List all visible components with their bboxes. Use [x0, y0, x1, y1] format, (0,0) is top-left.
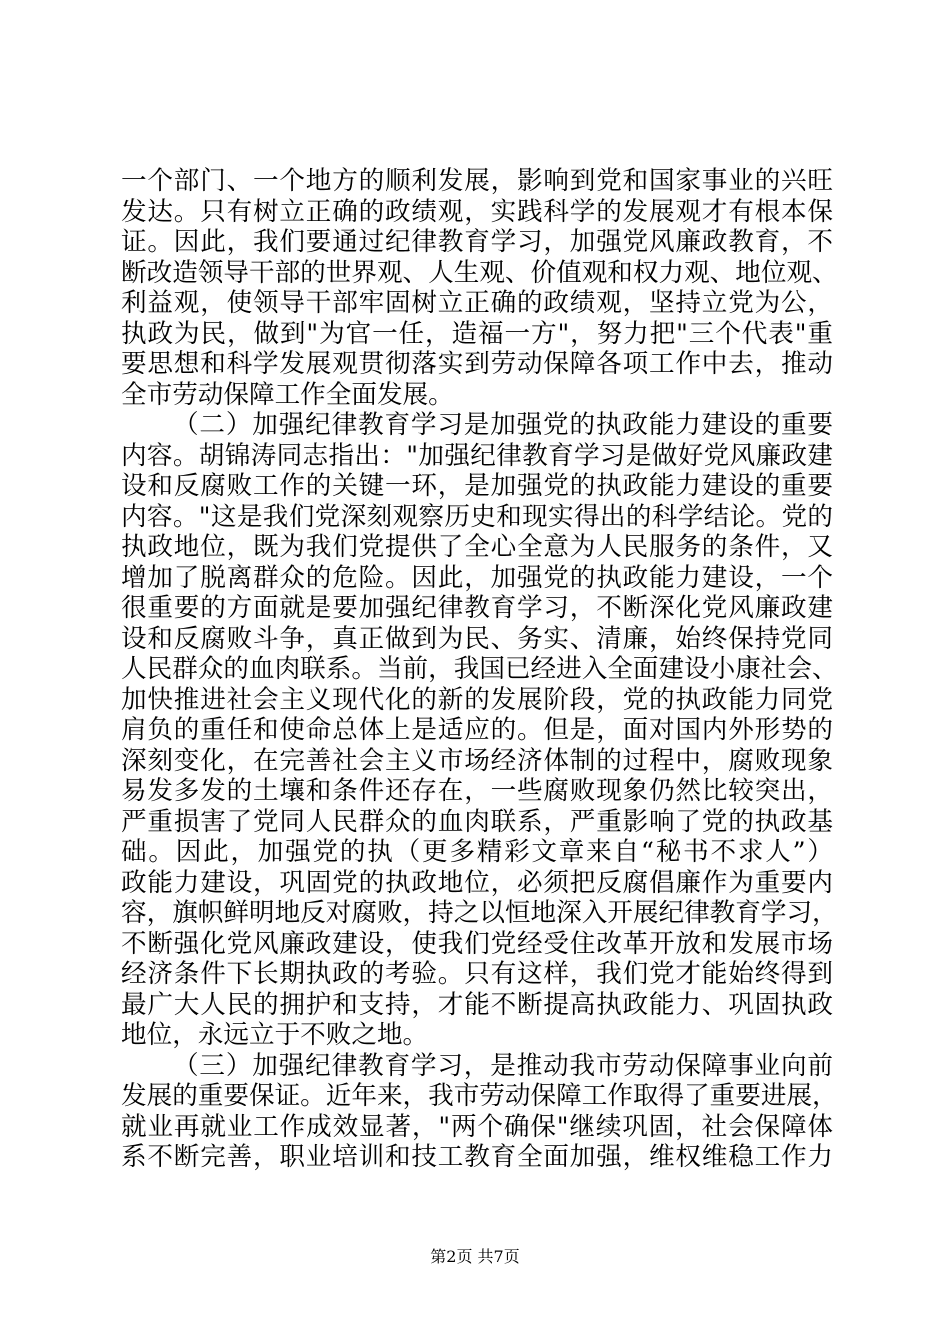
text-line: 经济条件下长期执政的考验。只有这样，我们党才能始终得到	[121, 959, 833, 989]
text-line: 深刻变化，在完善社会主义市场经济体制的过程中，腐败现象	[121, 745, 833, 776]
text-line: 很重要的方面就是要加强纪律教育学习，不断深化党风廉政建	[121, 593, 833, 623]
text-line: 设和反腐败斗争，真正做到为民、务实、清廉，始终保持党同	[121, 623, 833, 654]
paragraph-heading-line: （三）加强纪律教育学习，是推动我市劳动保障事业向前	[173, 1050, 833, 1081]
text-line: 发展的重要保证。近年来，我市劳动保障工作取得了重要进展，	[121, 1081, 838, 1111]
text-line: 地位，永远立于不败之地。	[121, 1020, 429, 1050]
text-line: 断改造领导干部的世界观、人生观、价值观和权力观、地位观、	[121, 257, 838, 288]
text-line: 严重损害了党同人民群众的血肉联系，严重影响了党的执政基	[121, 806, 833, 837]
text-line: 增加了脱离群众的危险。因此，加强党的执政能力建设，一个	[121, 562, 833, 593]
text-line: 全市劳动保障工作全面发展。	[121, 379, 454, 410]
text-line: 利益观，使领导干部牢固树立正确的政绩观，坚持立党为公，	[121, 288, 833, 318]
text-line: 容，旗帜鲜明地反对腐败，持之以恒地深入开展纪律教育学习，	[121, 898, 838, 928]
text-line: 设和反腐败工作的关键一环，是加强党的执政能力建设的重要	[121, 471, 833, 501]
document-body	[121, 166, 838, 1173]
text-line: 执政地位，既为我们党提供了全心全意为人民服务的条件，又	[121, 532, 833, 562]
text-line: 不断强化党风廉政建设，使我们党经受住改革开放和发展市场	[121, 928, 833, 959]
text-line: 政能力建设，巩固党的执政地位，必须把反腐倡廉作为重要内	[121, 867, 833, 898]
text-line: 础。因此，加强党的执（更多精彩文章来自“秘书不求人”）	[121, 837, 833, 867]
text-line: 发达。只有树立正确的政绩观，实践科学的发展观才有根本保	[121, 196, 833, 227]
page-number-footer: 第2页 共7页	[430, 1247, 520, 1266]
text-line: 系不断完善，职业培训和技工教育全面加强，维权维稳工作力	[121, 1142, 833, 1172]
text-line: 人民群众的血肉联系。当前，我国已经进入全面建设小康社会、	[121, 654, 838, 684]
text-line: 证。因此，我们要通过纪律教育学习，加强党风廉政教育，不	[121, 227, 833, 257]
text-line: 肩负的重任和使命总体上是适应的。但是，面对国内外形势的	[121, 715, 833, 745]
text-line: 易发多发的土壤和条件还存在，一些腐败现象仍然比较突出，	[121, 776, 833, 806]
paragraph-heading-line: （二）加强纪律教育学习是加强党的执政能力建设的重要	[173, 410, 833, 440]
text-line: 内容。"这是我们党深刻观察历史和现实得出的科学结论。党的	[121, 501, 833, 532]
text-line: 执政为民，做到"为官一任，造福一方"，努力把"三个代表"重	[121, 318, 833, 349]
text-line: 最广大人民的拥护和支持，才能不断提高执政能力、巩固执政	[121, 989, 833, 1020]
text-line: 加快推进社会主义现代化的新的发展阶段，党的执政能力同党	[121, 684, 833, 715]
text-line: 要思想和科学发展观贯彻落实到劳动保障各项工作中去，推动	[121, 349, 833, 379]
text-line: 一个部门、一个地方的顺利发展，影响到党和国家事业的兴旺	[121, 166, 833, 196]
text-line: 内容。胡锦涛同志指出："加强纪律教育学习是做好党风廉政建	[121, 440, 833, 471]
text-line: 就业再就业工作成效显著，"两个确保"继续巩固，社会保障体	[121, 1111, 833, 1142]
